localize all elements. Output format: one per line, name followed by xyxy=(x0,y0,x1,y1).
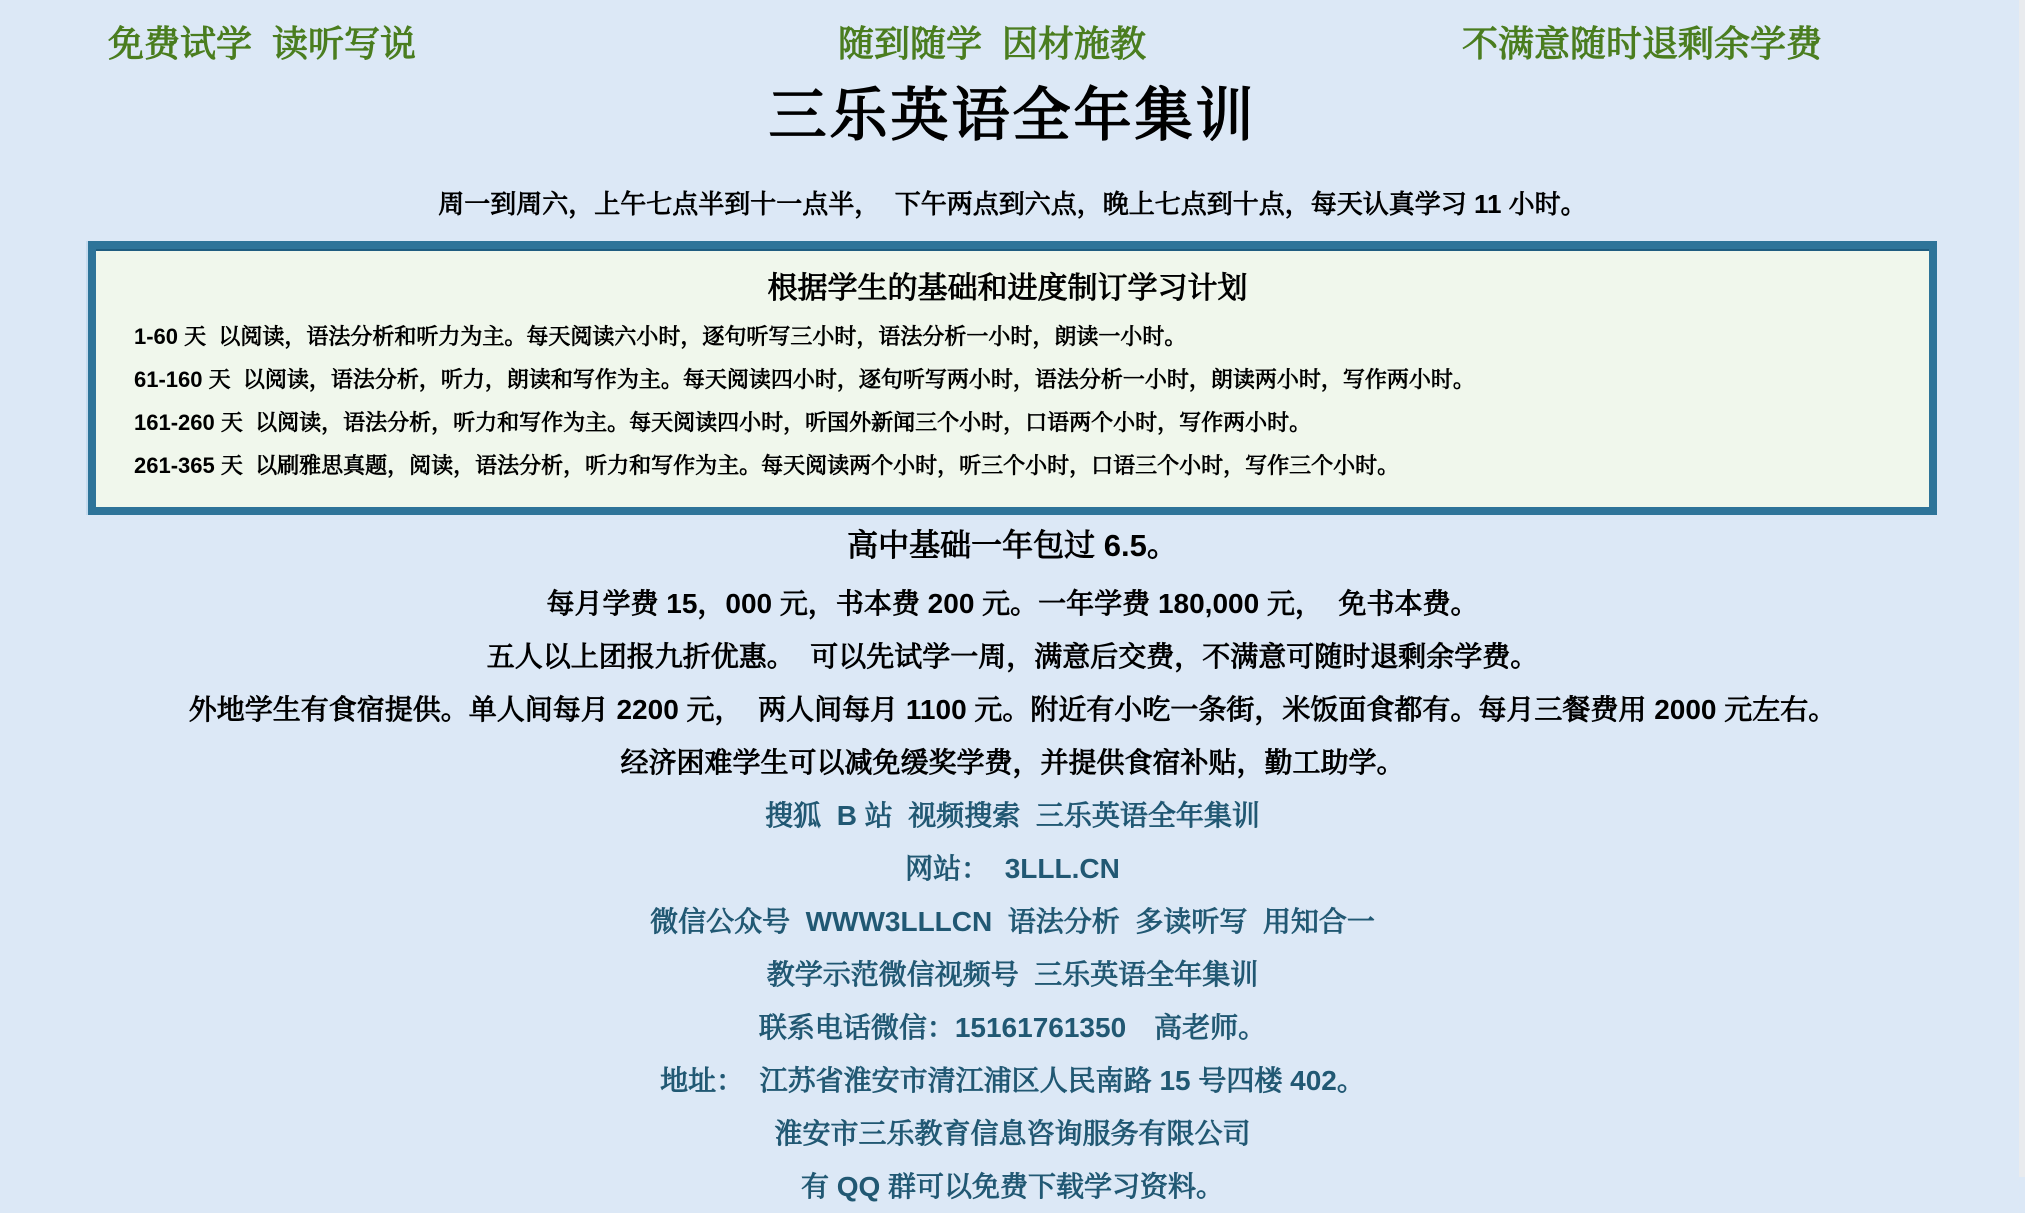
group-discount-line: 五人以上团报九折优惠。 可以先试学一周，满意后交费，不满意可随时退剩余学费。 xyxy=(486,640,1539,672)
video-search-line: 搜狐 B 站 视频搜索 三乐英语全年集训 xyxy=(765,799,1260,831)
page-title: 三乐英语全年集训 xyxy=(768,83,1257,148)
website-line: 网站： 3LLL.CN xyxy=(905,852,1120,884)
financial-aid-line: 经济困难学生可以减免缓奖学费，并提供食宿补贴，勤工助学。 xyxy=(620,746,1405,778)
promo-banner-center: 随到随学 因材施教 xyxy=(838,23,1147,64)
address-line: 地址： 江苏省淮安市清江浦区人民南路 15 号四楼 402。 xyxy=(660,1064,1365,1096)
plan-item-days-61-160: 61-160 天 以阅读，语法分析，听力，朗读和写作为主。每天阅读四小时，逐句听写两小时，语法分析一小时，朗读两小时，写作两小时。 xyxy=(134,366,1475,392)
pricing-info-section xyxy=(0,515,2025,789)
study-plan-box xyxy=(88,241,1937,515)
contact-section xyxy=(0,789,2025,1213)
daily-schedule-line: 周一到周六，上午七点半到十一点半， 下午两点到六点，晚上七点到十点，每天认真学习 11 小时。 xyxy=(438,188,1587,219)
plan-item-days-161-260: 161-260 天 以阅读，语法分析，听力和写作为主。每天阅读四小时，听国外新闻三个小时，口语两个小时，写作两小时。 xyxy=(134,409,1312,435)
promo-banner-right: 不满意随时退剩余学费 xyxy=(1462,23,1823,64)
room-board-line: 外地学生有食宿提供。单人间每月 2200 元， 两人间每月 1100 元。附近有小吃一条街，米饭面食都有。每月三餐费用 2000 元左右。 xyxy=(188,693,1837,725)
phone-line: 联系电话微信：15161761350 高老师。 xyxy=(758,1011,1267,1043)
plan-item-days-261-365: 261-365 天 以刷雅思真题，阅读，语法分析，听力和写作为主。每天阅读两个小时，听三个小时，口语三个小时，写作三个小时。 xyxy=(134,452,1400,478)
tuition-line: 每月学费 15，000 元，书本费 200 元。一年学费 180,000 元， 免书本费。 xyxy=(546,587,1479,619)
plan-item-days-1-60: 1-60 天 以阅读，语法分析和听力为主。每天阅读六小时，逐句听写三小时，语法分析一小时，朗读一小时。 xyxy=(134,323,1187,349)
study-plan-title: 根据学生的基础和进度制订学习计划 xyxy=(767,271,1248,305)
promo-banner-row xyxy=(0,0,2025,64)
wechat-video-line: 教学示范微信视频号 三乐英语全年集训 xyxy=(766,958,1259,990)
company-name-line: 淮安市三乐教育信息咨询服务有限公司 xyxy=(774,1117,1251,1149)
wechat-official-line: 微信公众号 WWW3LLLCN 语法分析 多读听写 用知合一 xyxy=(650,905,1375,937)
promo-banner-left: 免费试学 读听写说 xyxy=(108,23,417,64)
guarantee-line: 高中基础一年包过 6.5。 xyxy=(847,527,1178,563)
page-edge-strip xyxy=(2019,0,2025,1177)
qq-group-line: 有 QQ 群可以免费下载学习资料。 xyxy=(800,1170,1225,1202)
